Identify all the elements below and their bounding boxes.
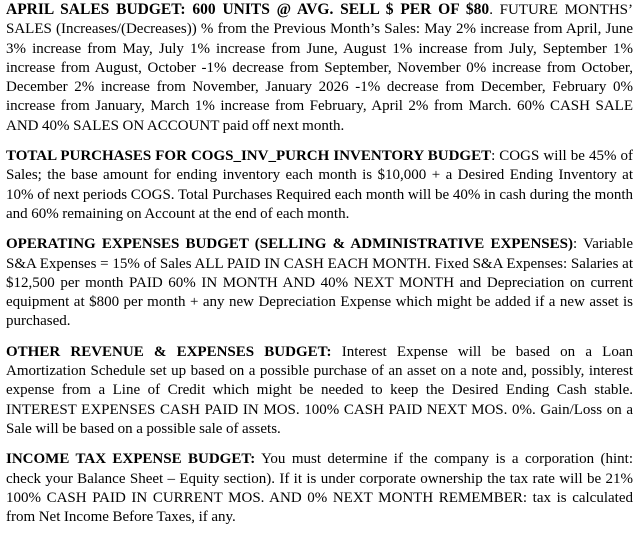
operating-expenses-heading: OPERATING EXPENSES BUDGET (SELLING & ADMINISTRATIVE EXPENSES) bbox=[6, 236, 573, 253]
income-tax-heading: INCOME TAX EXPENSE BUDGET: bbox=[6, 451, 256, 468]
other-revenue-expenses-text: Interest Expense will be based on a Loan Amortization Schedule set up based on a possible purchase of an asset on a note and, possibly, interest expense from a Line of Credit which might be needed to keep the Desired Ending Cash stable. INTEREST EXPENSES CASH PAID IN MOS. 100% CASH PAID NEXT MOS. 0%. Gain/Loss on a Sale will be based on a possible sale of assets. bbox=[6, 343, 633, 437]
other-revenue-expenses-paragraph bbox=[6, 343, 633, 439]
purchases-budget-text: : COGS will be 45% of Sales; the base amount for ending inventory each month is $10,000 + a Desired Ending Inventory at 10% of next periods COGS. Total Purchases Required each month will be 40% in cash during the month and 60% remaining on Account at the end of each month. bbox=[6, 148, 633, 222]
income-tax-text: You must determine if the company is a corporation (hint: check your Balance Sheet – Equity section). If it is under corporate ownership the tax rate will be 21% 100% CASH PAID IN CURRENT MOS. AND 0% NEXT MONTH REMEMBER: tax is calculated from Net Income Before Taxes, if any. bbox=[6, 451, 633, 526]
budget-assumptions-document bbox=[6, 0, 633, 527]
sales-budget-heading: APRIL SALES BUDGET: 600 UNITS @ AVG. SELL $ PER OF $80 bbox=[6, 1, 490, 18]
income-tax-paragraph bbox=[6, 450, 633, 527]
other-revenue-expenses-heading: OTHER REVENUE & EXPENSES BUDGET: bbox=[6, 343, 332, 360]
operating-expenses-paragraph bbox=[6, 235, 633, 331]
purchases-budget-paragraph bbox=[6, 147, 633, 224]
operating-expenses-text: : Variable S&A Expenses = 15% of Sales ALL PAID IN CASH EACH MONTH. Fixed S&A Expenses: Salaries at $12,500 per month PAID 60% IN MONTH AND 40% NEXT MONTH and Depreciation on current equipment at $800 per month + any new Depreciation Expense which might be added if a new asset is purchased. bbox=[6, 236, 633, 330]
purchases-budget-heading: TOTAL PURCHASES FOR COGS_INV_PURCH INVENTORY BUDGET bbox=[6, 148, 492, 165]
sales-budget-paragraph bbox=[6, 0, 633, 136]
sales-budget-text: . FUTURE MONTHS’ SALES (Increases/(Decreases)) % from the Previous Month’s Sales: May 2% increase from April, June 3% increase from May, July 1% increase from June, August 1% increase from July, September 1% increase from August, October -1% decrease from September, November 0% increase from October, December 2% increase from November, January 2026 -1% decrease from December, February 0% increase from January, March 1% increase from February, April 2% from March. 60% CASH SALE AND 40% SALES ON ACCOUNT paid off next month. bbox=[6, 2, 633, 134]
